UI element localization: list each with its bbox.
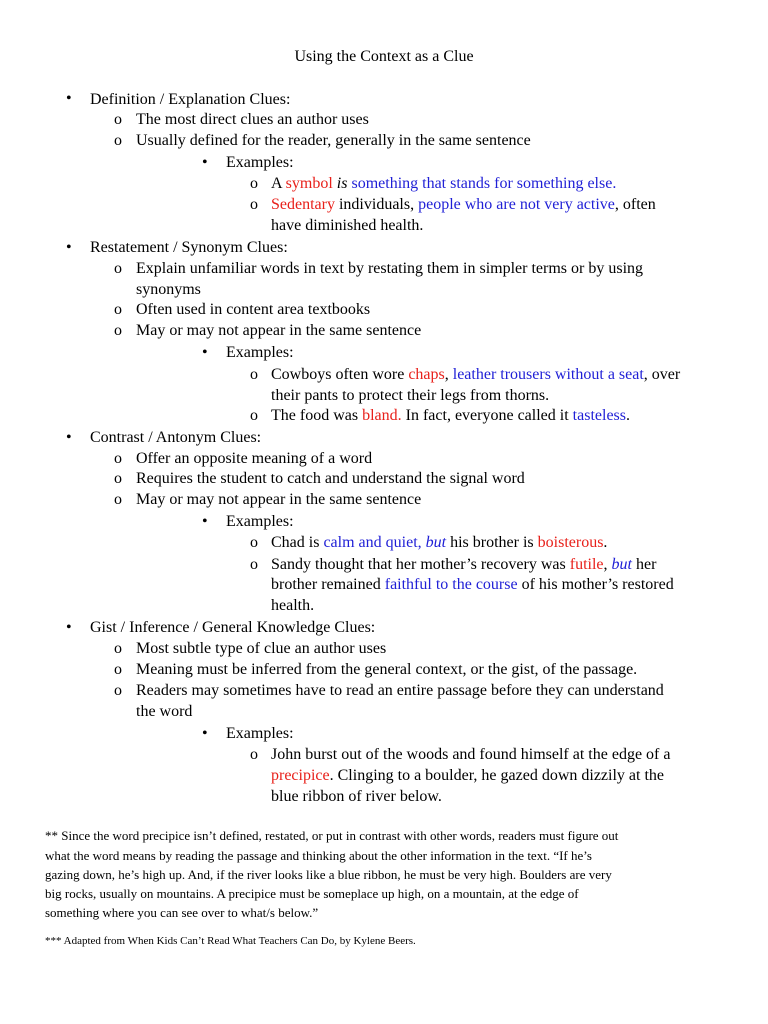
clue-phrase: faithful to the course [384, 576, 518, 593]
level2-bullet: o [114, 260, 122, 277]
section-heading-contrast: Contrast / Antonym Clues: [90, 429, 262, 446]
note-line: gazing down, he’s high up. And, if the river looks like a blue ribbon, he must be very high. Boulders are very [45, 867, 612, 882]
level4-bullet: o [250, 407, 258, 424]
target-word: precipice [271, 767, 330, 784]
level2-bullet: o [114, 491, 122, 508]
level1-bullet: • [66, 90, 72, 107]
list-item-continued: synonyms [136, 281, 201, 298]
examples-label: Examples: [226, 344, 294, 361]
section-heading-gist: Gist / Inference / General Knowledge Clues: [90, 619, 376, 636]
target-word: boisterous [537, 534, 604, 551]
section-heading-definition: Definition / Explanation Clues: [90, 91, 291, 108]
signal-word: but [425, 534, 447, 551]
example-sentence: Sedentary individuals, people who are not very active, often [271, 196, 656, 213]
level3-bullet: • [202, 725, 208, 742]
list-item: Meaning must be inferred from the general context, or the gist, of the passage. [136, 661, 638, 678]
target-word: chaps [408, 366, 445, 383]
level3-bullet: • [202, 154, 208, 171]
level4-bullet: o [250, 366, 258, 383]
example-sentence-continued: have diminished health. [271, 217, 424, 234]
signal-word: is [336, 175, 348, 192]
level2-bullet: o [114, 640, 122, 657]
level4-bullet: o [250, 175, 258, 192]
signal-word: but [611, 556, 632, 573]
clue-phrase: calm and quiet, [323, 534, 426, 551]
level2-bullet: o [114, 111, 122, 128]
example-sentence-continued: health. [271, 597, 315, 614]
level4-bullet: o [250, 746, 258, 763]
example-sentence: A symbol is something that stands for something else. [271, 175, 617, 192]
list-item-continued: the word [136, 703, 193, 720]
citation: *** Adapted from When Kids Can’t Read What Teachers Can Do, by Kylene Beers. [45, 935, 416, 947]
list-item: The most direct clues an author uses [136, 111, 369, 128]
target-word: symbol [285, 175, 333, 192]
page-title: Using the Context as a Clue [294, 48, 474, 65]
list-item: Usually defined for the reader, generally in the same sentence [136, 132, 531, 149]
example-sentence-continued: blue ribbon of river below. [271, 788, 442, 805]
level4-bullet: o [250, 196, 258, 213]
examples-label: Examples: [226, 154, 294, 171]
level2-bullet: o [114, 682, 122, 699]
note-line: something where you can see over to what/s below.” [45, 905, 319, 920]
list-item: Requires the student to catch and understand the signal word [136, 470, 525, 487]
note-line: ** Since the word precipice isn’t defined, restated, or put in contrast with other words, readers must figure out [45, 828, 619, 843]
level3-bullet: • [202, 344, 208, 361]
list-item: Most subtle type of clue an author uses [136, 640, 387, 657]
clue-phrase: tasteless [572, 407, 626, 424]
example-sentence-continued: brother remained faithful to the course of his mother’s restored [271, 576, 674, 593]
clue-phrase: people who are not very active [418, 196, 615, 213]
list-item: May or may not appear in the same sentence [136, 322, 422, 339]
level1-bullet: • [66, 429, 72, 446]
section-heading-restatement: Restatement / Synonym Clues: [90, 239, 288, 256]
target-word: bland. [362, 407, 402, 424]
level4-bullet: o [250, 556, 258, 573]
example-sentence-continued: precipice. Clinging to a boulder, he gazed down dizzily at the [271, 767, 665, 784]
list-item: Readers may sometimes have to read an entire passage before they can understand [136, 682, 664, 699]
list-item: Often used in content area textbooks [136, 301, 371, 318]
level2-bullet: o [114, 322, 122, 339]
clue-phrase: leather trousers without a seat [452, 366, 644, 383]
level1-bullet: • [66, 239, 72, 256]
target-word: futile [569, 556, 604, 573]
example-sentence: The food was bland. In fact, everyone called it tasteless. [271, 407, 630, 424]
clue-phrase: something that stands for something else. [351, 175, 617, 192]
level2-bullet: o [114, 470, 122, 487]
example-sentence-continued: their pants to protect their legs from thorns. [271, 387, 550, 404]
level2-bullet: o [114, 661, 122, 678]
level2-bullet: o [114, 132, 122, 149]
example-sentence: John burst out of the woods and found himself at the edge of a [271, 746, 671, 763]
example-sentence: Chad is calm and quiet, but his brother is boisterous. [271, 534, 608, 551]
examples-label: Examples: [226, 725, 294, 742]
level4-bullet: o [250, 534, 258, 551]
example-sentence: Cowboys often wore chaps, leather trousers without a seat, over [271, 366, 681, 383]
list-item: Explain unfamiliar words in text by restating them in simpler terms or by using [136, 260, 644, 277]
level1-bullet: • [66, 619, 72, 636]
list-item: May or may not appear in the same sentence [136, 491, 422, 508]
level3-bullet: • [202, 513, 208, 530]
target-word: Sedentary [271, 196, 335, 213]
note-line: what the word means by reading the passage and thinking about the other information in the text. “If he’s [45, 848, 592, 863]
note-line: big rocks, usually on mountains. A precipice must be someplace up high, on a mountain, at the edge of [45, 886, 579, 901]
example-sentence: Sandy thought that her mother’s recovery was futile, but her [271, 556, 657, 573]
level2-bullet: o [114, 301, 122, 318]
examples-label: Examples: [226, 513, 294, 530]
list-item: Offer an opposite meaning of a word [136, 450, 373, 467]
level2-bullet: o [114, 450, 122, 467]
